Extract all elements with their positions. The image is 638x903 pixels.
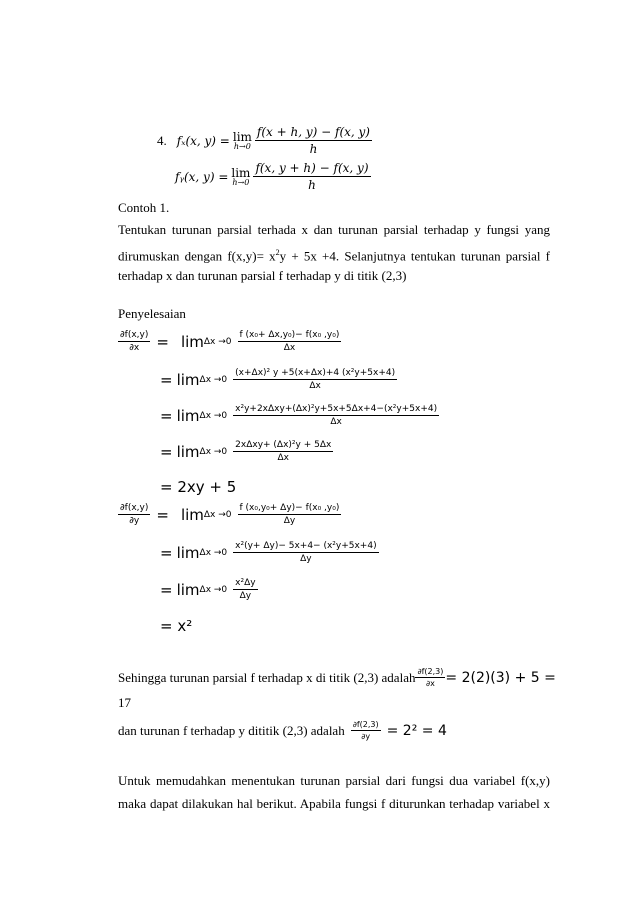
conclusion-line-1-text: Sehingga turunan parsial f terhadap x di titik (2,3) adalah	[118, 669, 416, 685]
dfdy-fraction	[118, 503, 150, 526]
example-line-2	[118, 245, 550, 264]
df23dx-fraction	[415, 667, 445, 688]
lim-word: lim	[176, 543, 200, 562]
lim-sub: Δx →0	[199, 446, 228, 457]
equals: =	[160, 543, 173, 562]
dfdy-den: ∂y	[129, 516, 140, 526]
fy-definition	[175, 161, 371, 192]
x-step1-den: Δx	[283, 343, 296, 353]
lim-sub: Δx →0	[199, 374, 228, 385]
dfdy-num: ∂f(x,y)	[120, 503, 149, 513]
fy-limit	[231, 166, 250, 187]
item-number: 4.	[157, 132, 167, 148]
example-heading: Contoh 1.	[118, 200, 170, 215]
x-step1-num: f (x₀+ Δx,y₀)− f(x₀ ,y₀)	[239, 330, 340, 340]
x-step3-fraction	[233, 404, 439, 427]
dy-step-2	[160, 541, 379, 564]
lim-word: lim	[180, 505, 204, 524]
fx-denominator: h	[309, 142, 318, 156]
equals: =	[160, 370, 173, 389]
lim-sub: Δx →0	[203, 509, 232, 520]
lim-sub: h→0	[233, 142, 251, 151]
y-step2-den: Δy	[300, 554, 312, 564]
conclusion-line-2-value: = 2² = 4	[386, 722, 447, 739]
dy-result: = x²	[160, 617, 193, 635]
df23dy-num: ∂f(2,3)	[352, 720, 379, 729]
x-step4-den: Δx	[277, 453, 289, 463]
y-step2-fraction	[233, 541, 378, 564]
lim-sub: Δx →0	[199, 584, 228, 595]
lim-word: lim	[231, 166, 251, 180]
fy-denominator: h	[308, 178, 316, 192]
x-step4-num: 2xΔxy+ (Δx)²y + 5Δx	[235, 440, 332, 450]
dy-step-1	[118, 503, 341, 526]
x-step4-fraction	[233, 440, 333, 463]
lim-word: lim	[176, 442, 200, 461]
lim-word: lim	[232, 130, 252, 144]
lim-sub: Δx →0	[199, 547, 228, 558]
exponent: 2	[275, 248, 280, 257]
equals: =	[160, 406, 173, 425]
dx-step-4	[160, 440, 333, 463]
conclusion-line-1	[118, 667, 556, 688]
example-line-2a: dirumuskan dengan f(x,y)= x	[118, 248, 276, 264]
conclusion-line-1-value: = 2(2)(3) + 5 =	[445, 669, 556, 686]
y-step3-fraction	[233, 578, 257, 601]
x-step2-fraction	[233, 368, 397, 391]
dx-result: = 2xy + 5	[160, 478, 237, 496]
conclusion-line-1-cont: 17	[118, 695, 131, 710]
y-step1-fraction	[238, 503, 342, 526]
dx-step-1	[118, 330, 341, 353]
equals: =	[160, 580, 173, 599]
x-step2-den: Δx	[309, 381, 321, 391]
x-step3-den: Δx	[330, 417, 342, 427]
x-step1-fraction	[238, 330, 342, 353]
example-line-1: Tentukan turunan parsial terhada x dan turunan parsial terhadap y fungsi yang	[118, 222, 550, 237]
df23dy-den: ∂y	[361, 732, 371, 741]
equals: =	[156, 505, 169, 524]
fx-fraction	[255, 125, 372, 156]
equals: =	[156, 332, 169, 351]
df23dy-fraction	[351, 720, 381, 741]
example-line-3: terhadap x dan turunan parsial f terhadap y di titik (2,3)	[118, 268, 407, 283]
final-line-2: maka dapat dilakukan hal berikut. Apabila fungsi f diturunkan terhadap variabel x	[118, 796, 550, 811]
dx-step-2	[160, 368, 397, 391]
dy-step-3	[160, 578, 258, 601]
fx-lhs: fₓ(x, y) =	[176, 133, 230, 148]
fx-definition	[157, 125, 372, 156]
df23dx-num: ∂f(2,3)	[417, 667, 444, 676]
x-step2-num: (x+Δx)² y +5(x+Δx)+4 (x²y+5x+4)	[235, 368, 396, 378]
y-step2-num: x²(y+ Δy)− 5x+4− (x²y+5x+4)	[235, 541, 377, 551]
fx-numerator: f(x + h, y) − f(x, y)	[256, 125, 370, 139]
lim-word: lim	[176, 406, 200, 425]
lim-sub: h→0	[232, 178, 250, 187]
lim-word: lim	[176, 580, 200, 599]
equals: =	[160, 442, 173, 461]
y-step1-num: f (x₀,y₀+ Δy)− f(x₀ ,y₀)	[239, 503, 340, 513]
conclusion-line-2-text: dan turunan f terhadap y dititik (2,3) adalah	[118, 722, 345, 738]
dfdx-num: ∂f(x,y)	[120, 330, 149, 340]
dfdx-fraction	[118, 330, 150, 353]
final-line-1: Untuk memudahkan menentukan turunan parsial dari fungsi dua variabel f(x,y)	[118, 773, 550, 788]
y-step3-num: x²Δy	[235, 578, 256, 588]
y-step1-den: Δy	[283, 516, 296, 526]
example-line-2b: y + 5x +4. Selanjutnya tentukan turunan parsial f	[279, 248, 550, 264]
x-step3-num: x²y+2xΔxy+(Δx)²y+5x+5Δx+4−(x²y+5x+4)	[235, 404, 438, 414]
fy-numerator: f(x, y + h) − f(x, y)	[255, 161, 369, 175]
lim-word: lim	[176, 370, 200, 389]
lim-sub: Δx →0	[199, 410, 228, 421]
lim-sub: Δx →0	[203, 336, 232, 347]
df23dx-den: ∂x	[425, 679, 435, 688]
dfdx-den: ∂x	[129, 343, 140, 353]
fy-fraction	[253, 161, 370, 192]
lim-word: lim	[180, 332, 204, 351]
fx-limit	[233, 130, 252, 151]
y-step3-den: Δy	[239, 591, 252, 601]
conclusion-line-2	[118, 720, 447, 741]
dx-step-3	[160, 404, 439, 427]
solution-heading: Penyelesaian	[118, 306, 186, 321]
fy-lhs: fᵧ(x, y) =	[175, 169, 229, 184]
